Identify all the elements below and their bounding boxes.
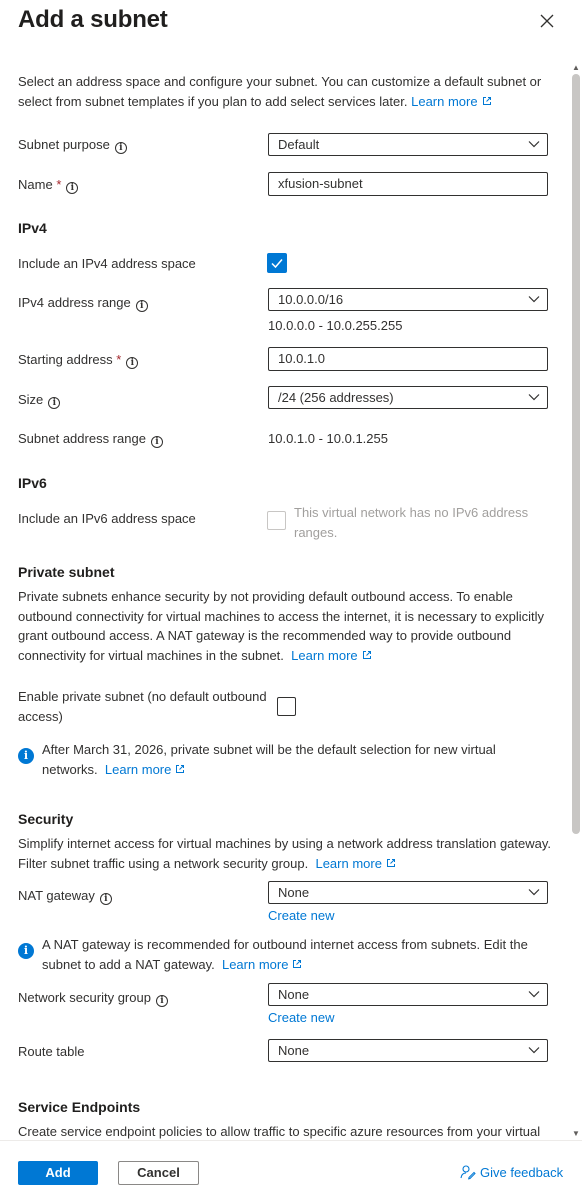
info-icon[interactable]: i bbox=[48, 397, 60, 409]
ipv4-include-checkbox[interactable] bbox=[267, 253, 287, 273]
info-icon[interactable]: i bbox=[156, 995, 168, 1007]
chevron-down-icon bbox=[528, 140, 540, 148]
chevron-down-icon bbox=[528, 990, 540, 998]
info-icon[interactable]: i bbox=[151, 436, 163, 448]
nsg-create-new-link[interactable]: Create new bbox=[268, 1010, 335, 1025]
external-link-icon bbox=[362, 650, 372, 660]
info-icon[interactable]: i bbox=[100, 893, 112, 905]
enable-private-subnet-label: Enable private subnet (no default outbound access) bbox=[18, 689, 267, 724]
name-input[interactable]: xfusion-subnet bbox=[268, 172, 548, 196]
external-link-icon bbox=[292, 959, 302, 969]
add-button[interactable]: Add bbox=[18, 1161, 98, 1185]
private-subnet-notice: After March 31, 2026, private subnet will be the default selection for new virtual networks. Learn more bbox=[42, 742, 496, 777]
scroll-up-icon[interactable]: ▲ bbox=[572, 63, 580, 72]
info-icon[interactable]: i bbox=[126, 357, 138, 369]
give-feedback-link[interactable]: Give feedback bbox=[460, 1164, 563, 1180]
checkmark-icon bbox=[267, 253, 287, 273]
size-label: Size i bbox=[18, 392, 60, 409]
nat-notice: A NAT gateway is recommended for outbound internet access from subnets. Edit the subnet to add a NAT gateway. Learn more bbox=[42, 937, 528, 972]
name-label: Name * i bbox=[18, 177, 78, 194]
info-filled-icon: i bbox=[18, 943, 34, 959]
ipv6-heading: IPv6 bbox=[18, 475, 47, 491]
security-learn-more-link[interactable]: Learn more bbox=[315, 856, 395, 871]
info-icon[interactable]: i bbox=[115, 142, 127, 154]
scroll-down-icon[interactable]: ▼ bbox=[572, 1129, 580, 1138]
intro-learn-more-link[interactable]: Learn more bbox=[411, 94, 491, 109]
footer bbox=[0, 1140, 582, 1191]
route-table-label: Route table bbox=[18, 1044, 85, 1059]
nsg-label: Network security group i bbox=[18, 990, 168, 1007]
feedback-icon bbox=[460, 1164, 476, 1180]
private-subnet-description: Private subnets enhance security by not providing default outbound access. To enable outbound connectivity for virtual machines to access the internet, it is necessary to explicitly grant outbound access. A NAT gateway is the recommended way to provide outbound connectivity for virtual machines in the subnet. Learn more bbox=[18, 589, 545, 663]
subnet-purpose-label: Subnet purpose i bbox=[18, 137, 127, 154]
nat-create-new-link[interactable]: Create new bbox=[268, 908, 335, 923]
info-icon[interactable]: i bbox=[136, 300, 148, 312]
scrollbar-thumb[interactable] bbox=[572, 74, 580, 834]
enable-private-subnet-checkbox[interactable] bbox=[277, 697, 296, 716]
ipv4-range-label: IPv4 address range i bbox=[18, 295, 148, 312]
private-subnet-heading: Private subnet bbox=[18, 564, 115, 580]
notice-learn-more-link[interactable]: Learn more bbox=[105, 762, 185, 777]
external-link-icon bbox=[482, 96, 492, 106]
nat-gateway-select[interactable]: None bbox=[268, 881, 548, 904]
chevron-down-icon bbox=[528, 295, 540, 303]
private-subnet-learn-more-link[interactable]: Learn more bbox=[291, 648, 371, 663]
starting-address-input[interactable]: 10.0.1.0 bbox=[268, 347, 548, 371]
ipv4-range-hint: 10.0.0.0 - 10.0.255.255 bbox=[268, 318, 403, 333]
info-filled-icon: i bbox=[18, 748, 34, 764]
ipv4-include-label: Include an IPv4 address space bbox=[18, 256, 196, 271]
intro-description: Select an address space and configure your subnet. You can customize a default subnet or select from subnet templates if you plan to add select services later. bbox=[18, 74, 542, 109]
subnet-range-value: 10.0.1.0 - 10.0.1.255 bbox=[268, 431, 388, 446]
service-endpoints-description: Create service endpoint policies to allow traffic to specific azure resources from your virtual bbox=[18, 1124, 541, 1139]
chevron-down-icon bbox=[528, 888, 540, 896]
page-title: Add a subnet bbox=[18, 6, 168, 33]
service-endpoints-heading: Service Endpoints bbox=[18, 1099, 141, 1115]
ipv6-disabled-note: This virtual network has no IPv6 address ranges. bbox=[294, 505, 529, 540]
chevron-down-icon bbox=[528, 1046, 540, 1054]
ipv6-include-checkbox bbox=[267, 511, 286, 530]
external-link-icon bbox=[386, 858, 396, 868]
external-link-icon bbox=[175, 764, 185, 774]
cancel-button[interactable]: Cancel bbox=[118, 1161, 199, 1185]
ipv4-heading: IPv4 bbox=[18, 220, 47, 236]
ipv6-include-label: Include an IPv6 address space bbox=[18, 511, 196, 526]
panel-body[interactable] bbox=[0, 62, 582, 1140]
close-icon[interactable] bbox=[536, 10, 558, 32]
subnet-range-label: Subnet address range i bbox=[18, 431, 163, 448]
nat-gateway-label: NAT gateway i bbox=[18, 888, 112, 905]
security-heading: Security bbox=[18, 811, 74, 827]
size-select[interactable]: /24 (256 addresses) bbox=[268, 386, 548, 409]
starting-address-label: Starting address * i bbox=[18, 352, 138, 369]
info-icon[interactable]: i bbox=[66, 182, 78, 194]
nsg-select[interactable]: None bbox=[268, 983, 548, 1006]
chevron-down-icon bbox=[528, 393, 540, 401]
ipv4-range-select[interactable]: 10.0.0.0/16 bbox=[268, 288, 548, 311]
intro-text bbox=[18, 72, 548, 111]
security-description: Simplify internet access for virtual machines by using a network address translation gateway. Filter subnet traffic using a network security group. Learn more bbox=[18, 836, 552, 871]
subnet-purpose-select[interactable]: Default bbox=[268, 133, 548, 156]
route-table-select[interactable]: None bbox=[268, 1039, 548, 1062]
nat-notice-learn-more-link[interactable]: Learn more bbox=[222, 957, 302, 972]
